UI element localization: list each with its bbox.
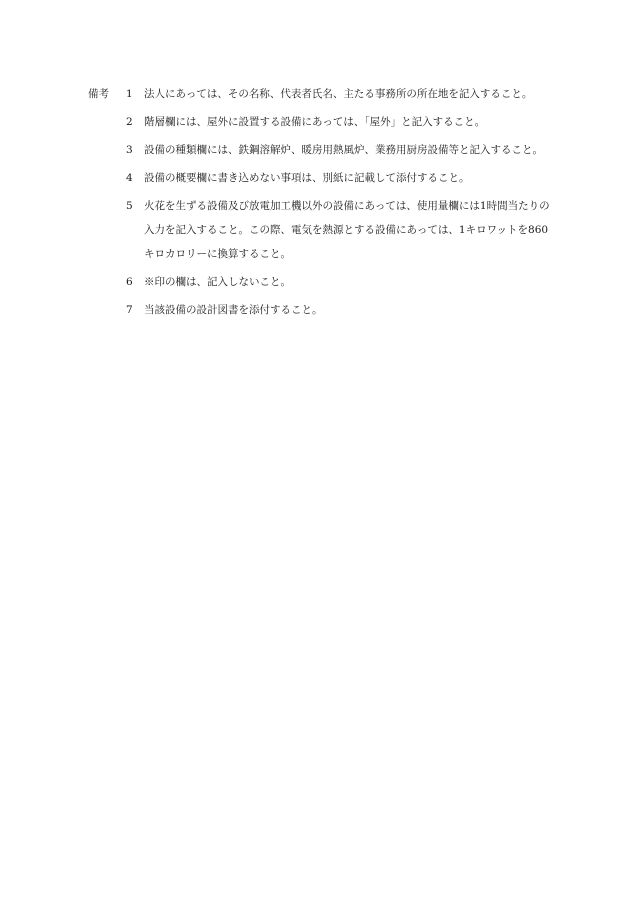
remarks-item-text: ※印の欄は、記入しないこと。 bbox=[144, 276, 291, 288]
remarks-item bbox=[88, 82, 550, 106]
remarks-item-text: 設備の種類欄には、鉄鋼溶解炉、暖房用熱風炉、業務用厨房設備等と記入すること。 bbox=[144, 144, 543, 156]
remarks-section bbox=[88, 82, 550, 326]
remarks-item-text: 設備の概要欄に書き込めない事項は、別紙に記載して添付すること。 bbox=[144, 172, 470, 184]
remarks-heading: 備考 bbox=[88, 88, 109, 100]
remarks-item-text: 法人にあっては、その名称、代表者氏名、主たる事務所の所在地を記入すること。 bbox=[144, 88, 533, 100]
remarks-item-number: 3 bbox=[126, 144, 133, 156]
remarks-item-number: 5 bbox=[126, 200, 133, 212]
remarks-item-text: 階層欄には、屋外に設置する設備にあっては、「屋外」と記入すること。 bbox=[144, 116, 486, 128]
remarks-item-number: 7 bbox=[126, 304, 133, 316]
remarks-item-number: 2 bbox=[126, 116, 133, 128]
remarks-item-text: 当該設備の設計図書を添付すること。 bbox=[144, 304, 323, 316]
remarks-item-number: 6 bbox=[126, 276, 133, 288]
remarks-item bbox=[88, 110, 550, 134]
remarks-item bbox=[88, 138, 550, 162]
remarks-item bbox=[88, 270, 550, 294]
remarks-item bbox=[88, 166, 550, 190]
remarks-item bbox=[88, 298, 550, 322]
remarks-item-text: 火花を生ずる設備及び放電加工機以外の設備にあっては、使用量欄には1時間当たりの入力を記入すること。この際、電気を熱源とする設備にあっては、1キロワットを860キロカロリーに換算すること。 bbox=[144, 200, 550, 260]
remarks-item-number: 1 bbox=[126, 88, 133, 100]
remarks-item bbox=[88, 194, 550, 266]
remarks-item-number: 4 bbox=[126, 172, 133, 184]
